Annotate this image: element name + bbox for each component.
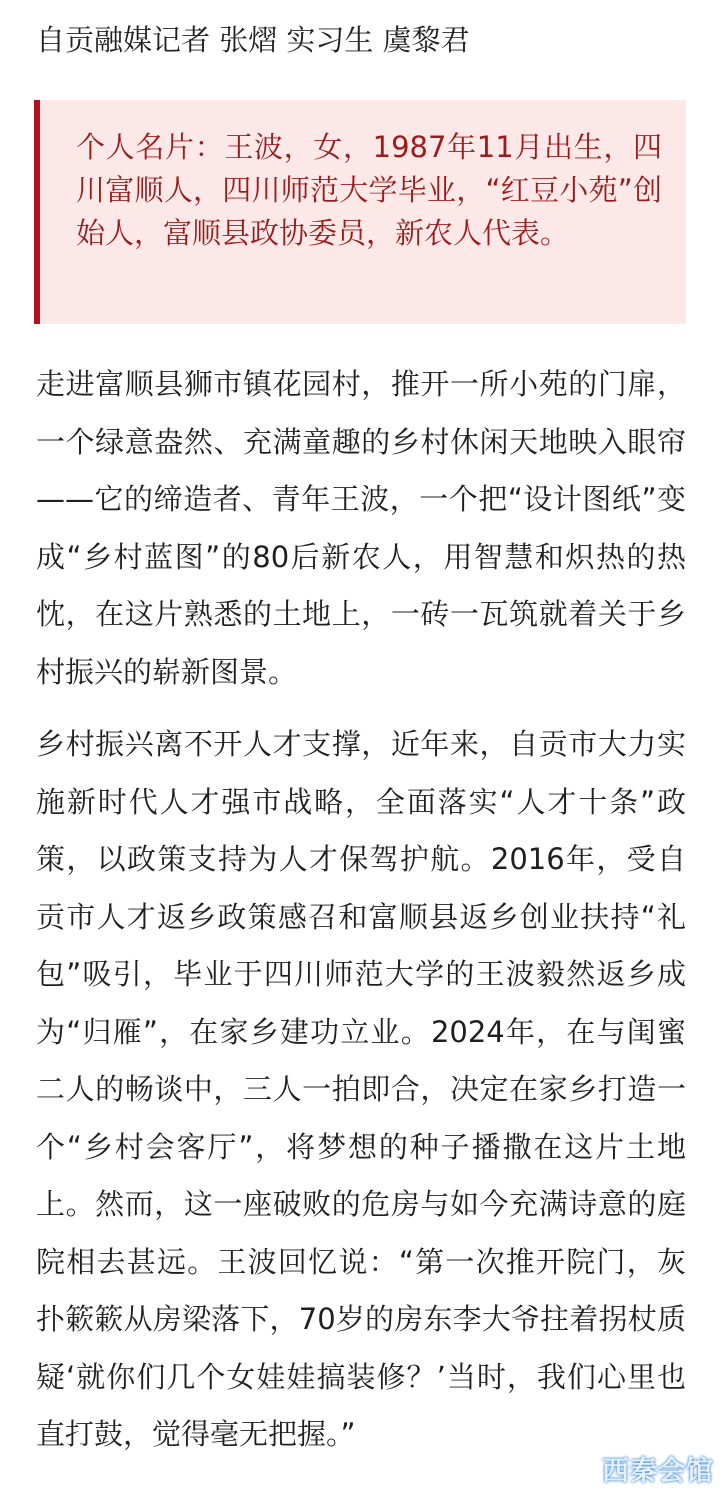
profile-card [34,100,686,324]
article-paragraph-2: 乡村振兴离不开人才支撑，近年来，自贡市大力实施新时代人才强市战略，全面落实“人才十条”政策，以政策支持为人才保驾护航。2016年，受自贡市人才返乡政策感召和富顺县返乡创业扶持“礼包”吸引，毕业于四川师范大学的王波毅然返乡成为“归雁”，在家乡建功立业。2024年，在与闺蜜二人的畅谈中，三人一拍即合，决定在家乡打造一个“乡村会客厅”，将梦想的种子播撒在这片土地上。然而，这一座破败的危房与如今充满诗意的庭院相去甚远。王波回忆说：“第一次推开院门，灰扑簌簌从房梁落下，70岁的房东李大爷拄着拐杖质疑‘就你们几个女娃娃搞装修？’当时，我们心里也直打鼓，觉得毫无把握。” [36,727,686,1451]
watermark-logo: 西秦会馆 [602,1456,714,1487]
article-paragraph-1: 走进富顺县狮市镇花园村，推开一所小苑的门扉，一个绿意盎然、充满童趣的乡村休闲天地映入眼帘——它的缔造者、青年王波，一个把“设计图纸”变成“乡村蓝图”的80后新农人，用智慧和炽热的热忱，在这片熟悉的土地上，一砖一瓦筑就着关于乡村振兴的崭新图景。 [36,367,686,689]
profile-card-text: 个人名片：王波，女，1987年11月出生，四川富顺人，四川师范大学毕业，“红豆小苑”创始人，富顺县政协委员，新农人代表。 [76,130,662,250]
article-byline: 自贡融媒记者 张熠 实习生 虞黎君 [36,23,470,57]
